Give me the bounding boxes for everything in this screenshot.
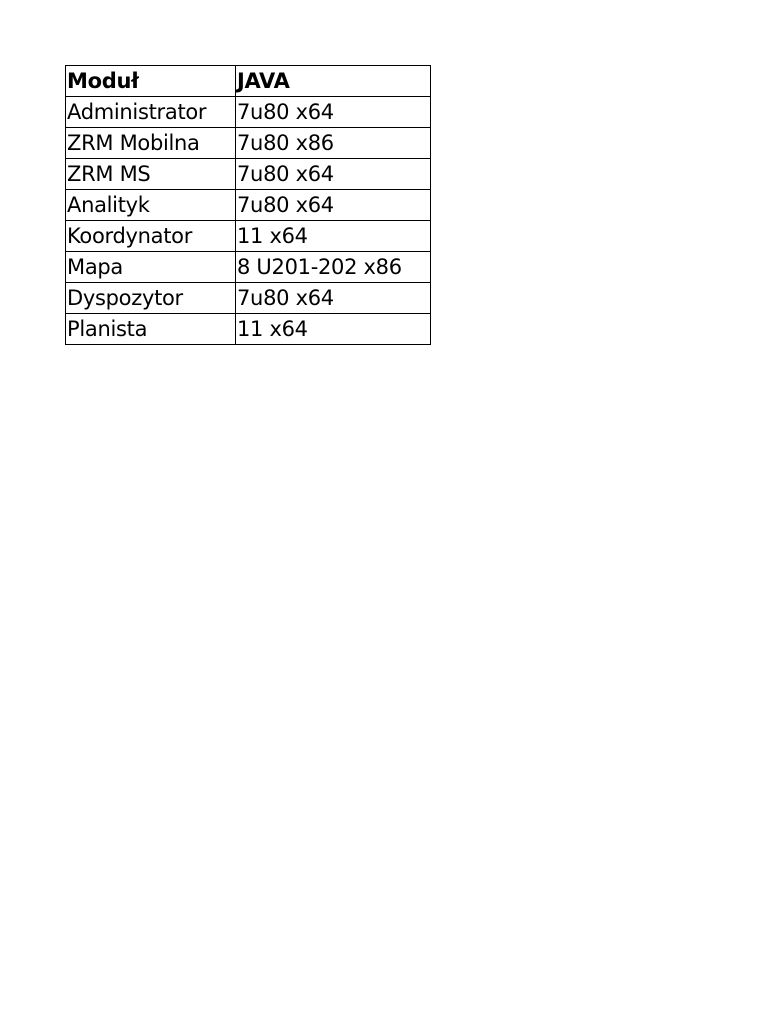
cell-module: ZRM Mobilna xyxy=(66,128,236,159)
cell-java: 11 x64 xyxy=(236,314,431,345)
table-row xyxy=(66,97,431,128)
cell-module: Planista xyxy=(66,314,236,345)
cell-module: Koordynator xyxy=(66,221,236,252)
table-row xyxy=(66,314,431,345)
cell-module: Administrator xyxy=(66,97,236,128)
table-row xyxy=(66,190,431,221)
cell-java: 7u80 x64 xyxy=(236,97,431,128)
table-row xyxy=(66,128,431,159)
table-row xyxy=(66,283,431,314)
table-row xyxy=(66,159,431,190)
cell-java: 8 U201-202 x86 xyxy=(236,252,431,283)
cell-module: Dyspozytor xyxy=(66,283,236,314)
cell-module: ZRM MS xyxy=(66,159,236,190)
table-row xyxy=(66,221,431,252)
cell-java: 7u80 x86 xyxy=(236,128,431,159)
cell-java: 7u80 x64 xyxy=(236,283,431,314)
table-header-row xyxy=(66,66,431,97)
header-cell-java: JAVA xyxy=(236,66,431,97)
cell-module: Mapa xyxy=(66,252,236,283)
cell-module: Analityk xyxy=(66,190,236,221)
module-java-table xyxy=(65,65,431,345)
cell-java: 11 x64 xyxy=(236,221,431,252)
header-cell-module: Moduł xyxy=(66,66,236,97)
cell-java: 7u80 x64 xyxy=(236,159,431,190)
table-row xyxy=(66,252,431,283)
cell-java: 7u80 x64 xyxy=(236,190,431,221)
